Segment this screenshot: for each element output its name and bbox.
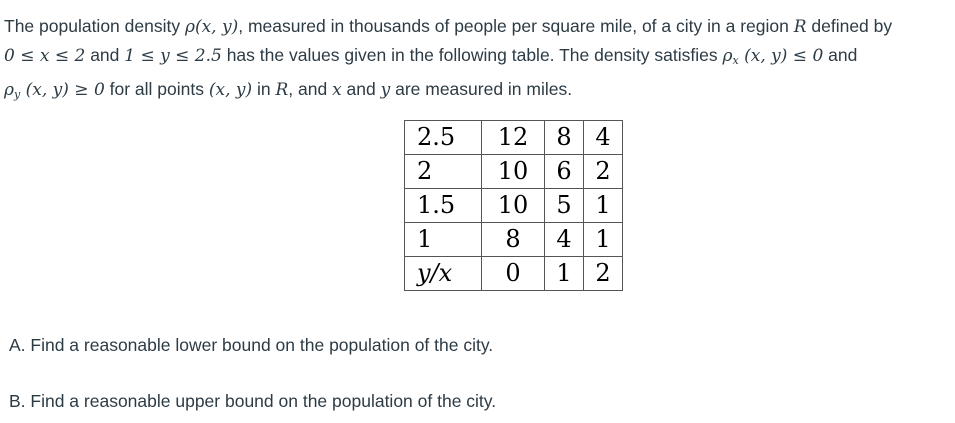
x-value-cell: 2 [584, 257, 623, 291]
problem-statement [4, 12, 949, 109]
density-cell: 10 [482, 189, 545, 223]
x-value-cell: 1 [545, 257, 584, 291]
table-row [405, 155, 623, 189]
table-row [405, 189, 623, 223]
var-x: x [332, 80, 342, 100]
intro-text: and [823, 45, 858, 65]
intro-text: and [341, 79, 381, 99]
rho-y-condition: (x, y) ≥ 0 [20, 80, 105, 100]
question-a: A. Find a reasonable lower bound on the population of the city. [9, 335, 494, 355]
corner-label-cell: y/x [405, 257, 482, 291]
y-range: 1 ≤ y ≤ 2.5 [124, 46, 222, 66]
table-header-row [405, 257, 623, 291]
rho-x-symbol: ρ [722, 46, 733, 66]
density-cell: 12 [482, 121, 545, 155]
intro-text: and [85, 45, 125, 65]
rho-y-symbol: ρ [4, 80, 14, 100]
rho-x-subscript: x [732, 54, 739, 67]
density-table [404, 120, 623, 291]
intro-text: , and [288, 79, 333, 99]
intro-text: , measured in thousands of people per square mile, of a city in a region [238, 16, 794, 36]
rho-x-condition: (x, y) ≤ 0 [738, 46, 824, 66]
x-value-cell: 0 [482, 257, 545, 291]
var-y: y [380, 80, 391, 100]
x-range: 0 ≤ x ≤ 2 [4, 46, 86, 66]
density-cell: 4 [584, 121, 623, 155]
rho-y-subscript: y [14, 88, 21, 101]
table-row [405, 121, 623, 155]
intro-text: has the values given in the following table. The density satisfies [221, 45, 723, 65]
question-b: B. Find a reasonable upper bound on the population of the city. [9, 391, 497, 411]
table-row [405, 223, 623, 257]
density-cell: 8 [482, 223, 545, 257]
y-value-cell: 2.5 [405, 121, 482, 155]
density-cell: 1 [584, 223, 623, 257]
region-symbol: R [793, 17, 807, 37]
density-cell: 1 [584, 189, 623, 223]
intro-text: for all points [104, 79, 209, 99]
y-value-cell: 1.5 [405, 189, 482, 223]
intro-text: are measured in miles. [390, 79, 573, 99]
y-value-cell: 2 [405, 155, 482, 189]
density-cell: 4 [545, 223, 584, 257]
density-cell: 8 [545, 121, 584, 155]
density-function: ρ(x, y) [184, 17, 239, 37]
point-symbol: (x, y) [208, 80, 253, 100]
intro-text: defined by [806, 16, 893, 36]
region-symbol: R [275, 80, 289, 100]
density-cell: 2 [584, 155, 623, 189]
density-cell: 10 [482, 155, 545, 189]
intro-text: The population density [4, 16, 185, 36]
y-value-cell: 1 [405, 223, 482, 257]
density-cell: 5 [545, 189, 584, 223]
density-cell: 6 [545, 155, 584, 189]
intro-text: in [252, 79, 276, 99]
